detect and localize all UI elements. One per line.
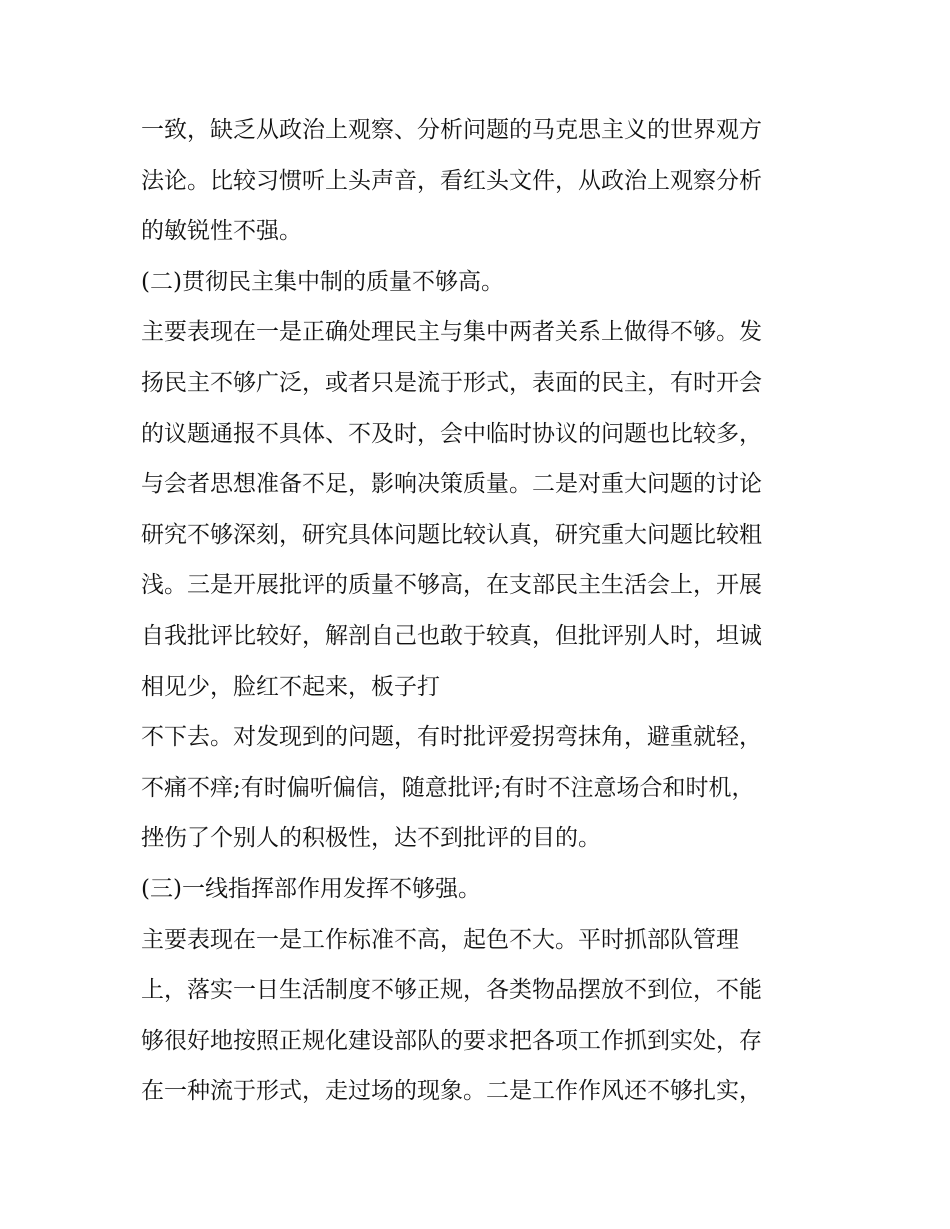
section-heading-2: (二)贯彻民主集中制的质量不够高。 <box>141 268 504 295</box>
text-line: 在一种流于形式，走过场的现象。二是工作作风还不够扎实， <box>141 1078 762 1105</box>
text-line: 一致，缺乏从政治上观察、分析问题的马克思主义的世界观方 <box>141 117 762 143</box>
text-line: 浅。三是开展批评的质量不够高，在支部民主生活会上，开展 <box>141 572 762 599</box>
text-line: 的议题通报不具体、不及时，会中临时协议的问题也比较多， <box>141 420 762 447</box>
text-line: 自我批评比较好，解剖自己也敢于较真，但批评别人时，坦诚 <box>141 622 762 649</box>
document-body <box>141 110 821 1122</box>
text-line: 与会者思想准备不足，影响决策质量。二是对重大问题的讨论 <box>141 471 762 498</box>
text-line: 扬民主不够广泛，或者只是流于形式，表面的民主，有时开会 <box>141 369 762 396</box>
text-line: 不痛不痒;有时偏听偏信，随意批评;有时不注意场合和时机， <box>141 774 755 801</box>
section-heading-3: (三)一线指挥部作用发挥不够强。 <box>141 875 481 902</box>
text-line: 上，落实一日生活制度不够正规，各类物品摆放不到位，不能 <box>141 977 762 1004</box>
text-line: 研究不够深刻，研究具体问题比较认真，研究重大问题比较粗 <box>141 521 762 548</box>
text-line: 挫伤了个别人的积极性，达不到批评的目的。 <box>141 825 601 852</box>
text-line: 法论。比较习惯听上头声音，看红头文件，从政治上观察分析 <box>141 167 762 194</box>
text-line: 主要表现在一是工作标准不高，起色不大。平时抓部队管理 <box>141 926 739 953</box>
text-line: 的敏锐性不强。 <box>141 218 302 245</box>
text-line: 相见少，脸红不起来，板子打 <box>141 673 440 700</box>
text-line: 不下去。对发现到的问题，有时批评爱拐弯抹角，避重就轻， <box>141 724 762 751</box>
text-line: 主要表现在一是正确处理民主与集中两者关系上做得不够。发 <box>141 319 762 346</box>
text-line: 够很好地按照正规化建设部队的要求把各项工作抓到实处，存 <box>141 1027 762 1054</box>
